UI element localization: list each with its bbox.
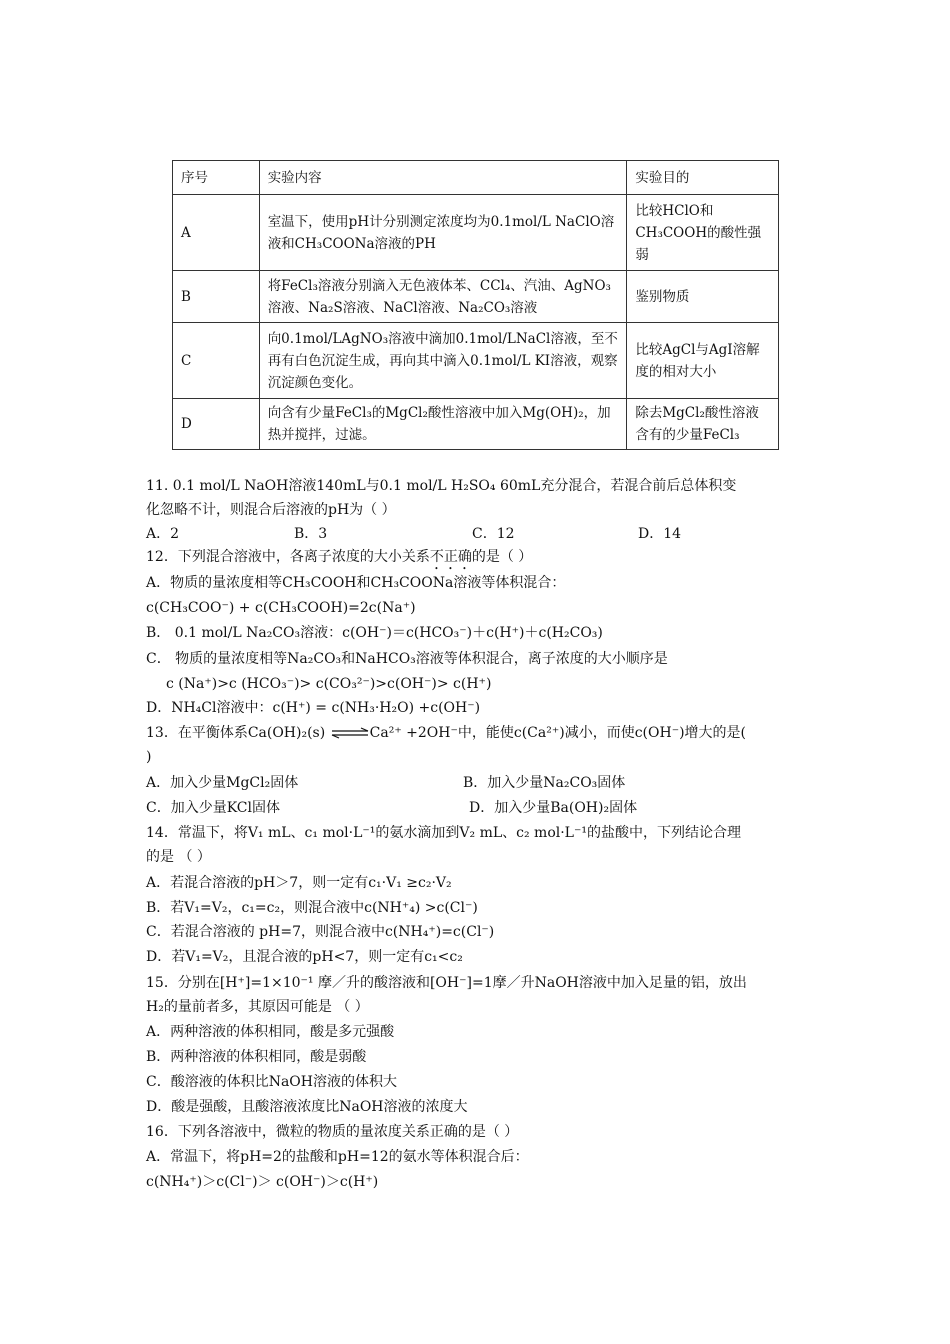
row-purpose: 比较HClO和CH₃COOH的酸性强弱 — [627, 195, 779, 271]
row-content: 室温下，使用pH计分别测定浓度均为0.1mol/L NaClO溶液和CH₃COONa溶液的PH — [259, 195, 627, 271]
q12-option-c-line2: c (Na⁺)>c (HCO₃⁻)> c(CO₃²⁻)>c(OH⁻)> c(H⁺) — [166, 676, 492, 692]
q15-option-b: B．两种溶液的体积相同，酸是弱酸 — [146, 1049, 367, 1065]
q13-option-a: A．加入少量MgCl₂固体 — [146, 775, 299, 791]
q11-option-a: A．2 — [146, 526, 180, 542]
q13-stem-post: Ca²⁺ +2OH⁻中，能使c(Ca²⁺)减小，而使c(OH⁻)增大的是( — [369, 725, 747, 741]
table-header-row — [173, 161, 779, 195]
q15-stem-line2: H₂的量前者多，其原因可能是 （ ） — [146, 999, 369, 1015]
q11-option-b: B．3 — [294, 526, 328, 542]
q11-option-c: C．12 — [472, 526, 515, 542]
equilibrium-arrow-icon — [330, 727, 370, 739]
q12-option-c-line1: C． 物质的量浓度相等Na₂CO₃和NaHCO₃溶液等体积混合，离子浓度的大小顺序是 — [146, 651, 668, 667]
row-id: C — [173, 323, 260, 399]
header-cell: 实验内容 — [259, 161, 627, 195]
row-purpose: 鉴别物质 — [627, 271, 779, 323]
q12-option-a-line2: c(CH₃COO⁻) + c(CH₃COOH)=2c(Na⁺) — [146, 600, 416, 616]
q16-option-a-line1: A．常温下，将pH=2的盐酸和pH=12的氨水等体积混合后： — [146, 1149, 529, 1165]
q12-stem-post: 的是（ ） — [471, 549, 533, 565]
q16-option-a-line2: c(NH₄⁺)＞c(Cl⁻)＞ c(OH⁻)＞c(H⁺) — [146, 1174, 379, 1190]
table-row — [173, 323, 779, 399]
q16-stem: 16．下列各溶液中，微粒的物质的量浓度关系正确的是（ ） — [146, 1124, 519, 1140]
q12-stem — [146, 547, 532, 573]
row-id: A — [173, 195, 260, 271]
q13-stem — [146, 723, 746, 743]
q14-option-c: C．若混合溶液的 pH=7，则混合液中c(NH₄⁺)=c(Cl⁻) — [146, 924, 495, 940]
q12-stem-emphasis: 不正确 — [429, 549, 472, 565]
table-row — [173, 195, 779, 271]
q12-stem-pre: 12．下列混合溶液中，各离子浓度的大小关系 — [146, 549, 430, 565]
row-content: 向0.1mol/LAgNO₃溶液中滴加0.1mol/LNaCl溶液，至不再有白色沉淀生成，再向其中滴入0.1mol/L KI溶液，观察沉淀颜色变化。 — [259, 323, 627, 399]
q12-option-d: D．NH₄Cl溶液中：c(H⁺) = c(NH₃·H₂O) +c(OH⁻) — [146, 700, 481, 716]
row-content: 将FeCl₃溶液分别滴入无色液体苯、CCl₄、汽油、AgNO₃溶液、Na₂S溶液、NaCl溶液、Na₂CO₃溶液 — [259, 271, 627, 323]
q14-option-a: A．若混合溶液的pH＞7，则一定有c₁·V₁ ≥c₂·V₂ — [146, 875, 452, 891]
header-cell: 实验目的 — [627, 161, 779, 195]
q13-option-b: B．加入少量Na₂CO₃固体 — [463, 775, 626, 791]
q14-stem-line2: 的是 （ ） — [146, 849, 211, 865]
row-content: 向含有少量FeCl₃的MgCl₂酸性溶液中加入Mg(OH)₂，加热并搅拌，过滤。 — [259, 399, 627, 450]
row-purpose: 除去MgCl₂酸性溶液含有的少量FeCl₃ — [627, 399, 779, 450]
q14-option-b: B．若V₁=V₂，c₁=c₂，则混合液中c(NH⁺₄) >c(Cl⁻) — [146, 900, 478, 916]
q15-option-c: C．酸溶液的体积比NaOH溶液的体积大 — [146, 1074, 397, 1090]
q13-stem-line2: ) — [146, 749, 152, 765]
q14-option-d: D．若V₁=V₂，且混合液的pH<7，则一定有c₁<c₂ — [146, 949, 463, 965]
q11-option-d: D．14 — [638, 526, 682, 542]
q14-stem-line1: 14．常温下，将V₁ mL、c₁ mol·L⁻¹的氨水滴加到V₂ mL、c₂ mol·L⁻¹的盐酸中，下列结论合理 — [146, 825, 741, 841]
q13-option-c: C．加入少量KCl固体 — [146, 800, 280, 816]
q15-option-d: D．酸是强酸，且酸溶液浓度比NaOH溶液的浓度大 — [146, 1099, 468, 1115]
q11-stem-line2: 化忽略不计，则混合后溶液的pH为（ ） — [146, 502, 396, 518]
q15-option-a: A．两种溶液的体积相同，酸是多元强酸 — [146, 1024, 395, 1040]
header-cell: 序号 — [173, 161, 260, 195]
q11-stem-line1: 11. 0.1 mol/L NaOH溶液140mL与0.1 mol/L H₂SO₄ 60mL充分混合，若混合前后总体积变 — [146, 478, 737, 494]
table-row — [173, 399, 779, 450]
q13-stem-pre: 13．在平衡体系Ca(OH)₂(s) — [146, 725, 330, 741]
q13-option-d: D．加入少量Ba(OH)₂固体 — [469, 800, 638, 816]
row-id: B — [173, 271, 260, 323]
q12-option-a-line1: A．物质的量浓度相等CH₃COOH和CH₃COONa溶液等体积混合： — [146, 575, 566, 591]
q15-stem-line1: 15．分别在[H⁺]=1×10⁻¹ 摩／升的酸溶液和[OH⁻]=1摩／升NaOH溶液中加入足量的铝，放出 — [146, 975, 747, 991]
row-purpose: 比较AgCl与AgI溶解度的相对大小 — [627, 323, 779, 399]
row-id: D — [173, 399, 260, 450]
experiment-table — [172, 160, 779, 450]
table-row — [173, 271, 779, 323]
q12-option-b: B． 0.1 mol/L Na₂CO₃溶液：c(OH⁻)＝c(HCO₃⁻)＋c(H⁺)＋c(H₂CO₃) — [146, 625, 603, 641]
